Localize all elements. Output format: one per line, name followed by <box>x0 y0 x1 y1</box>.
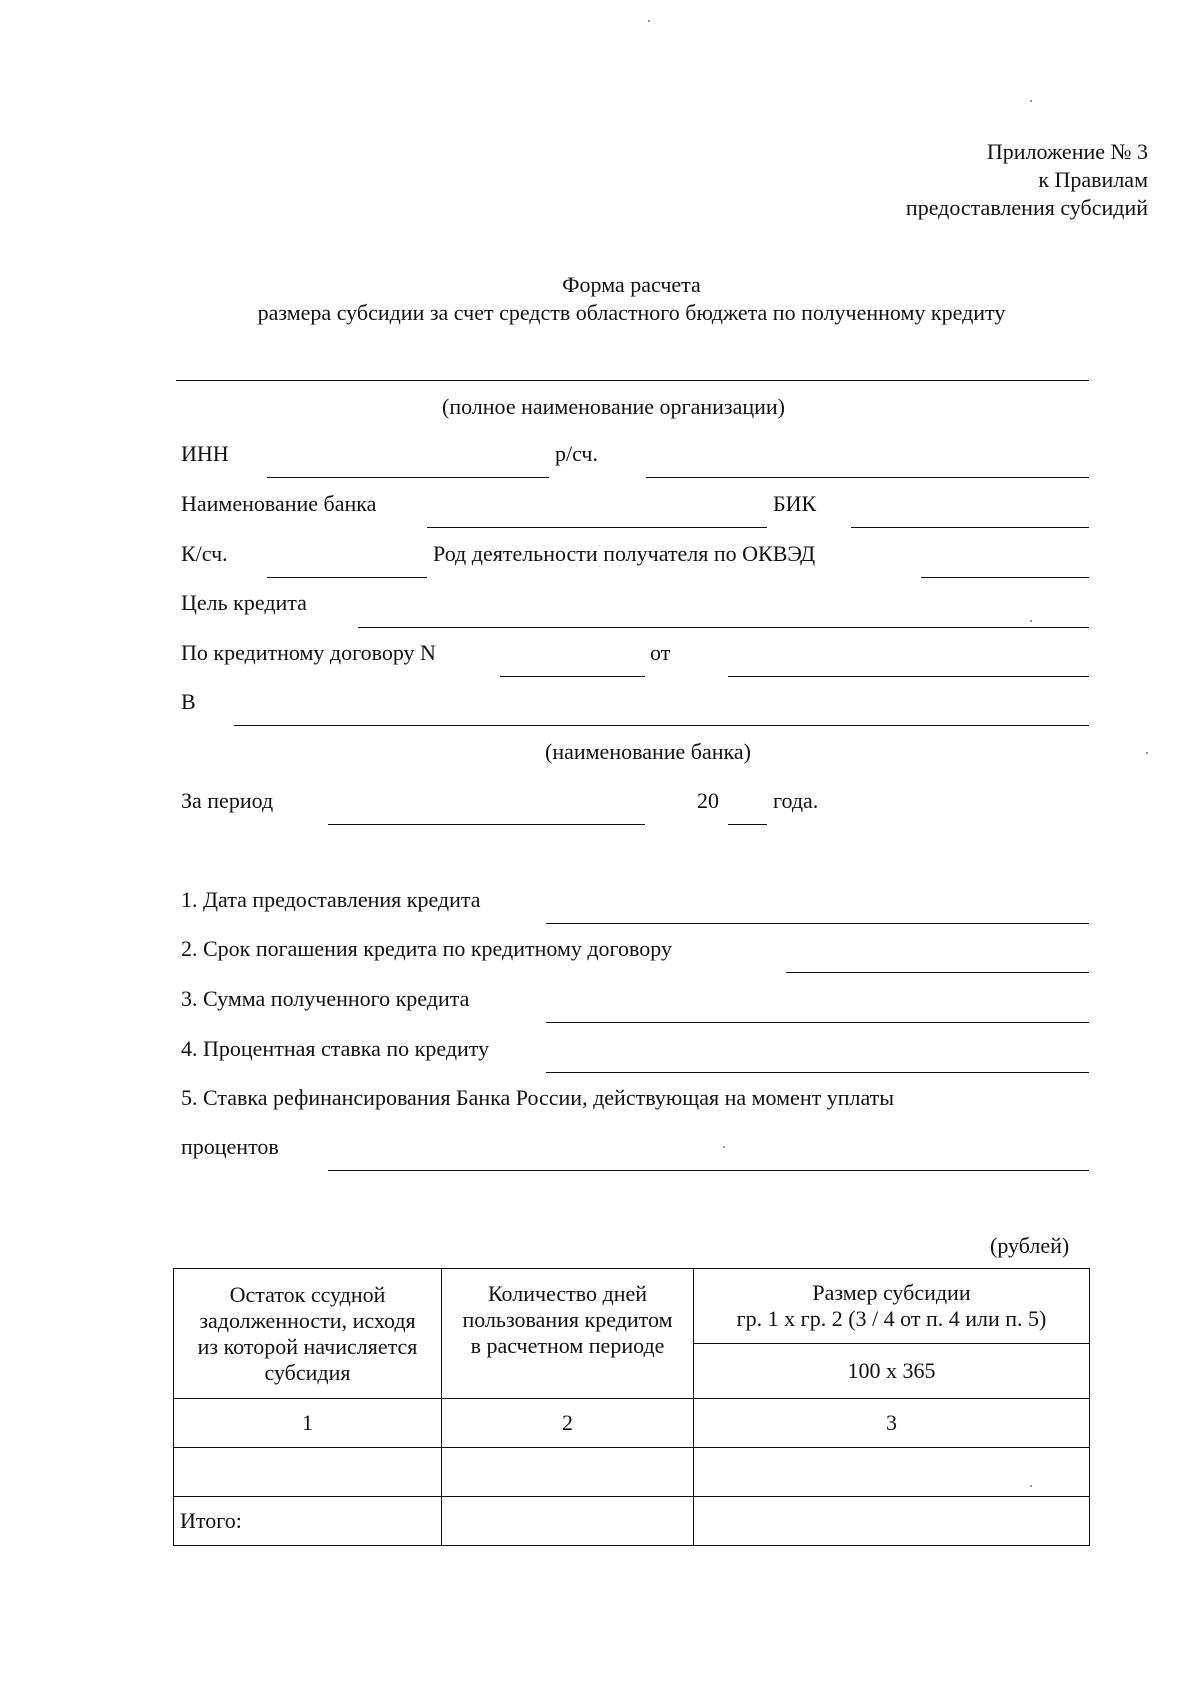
col-number-2: 2 <box>442 1399 694 1448</box>
item-4-label: 4. Процентная ставка по кредиту <box>181 1036 490 1061</box>
data-cell-1[interactable] <box>174 1448 442 1497</box>
period-field[interactable] <box>328 824 645 825</box>
col2-header: Количество дней пользования кредитом в расчетном периоде <box>442 1269 694 1399</box>
year-field[interactable] <box>728 824 767 825</box>
inn-label: ИНН <box>181 441 229 466</box>
okved-field[interactable] <box>921 577 1089 578</box>
item-2-field[interactable] <box>786 972 1089 973</box>
org-name-field[interactable] <box>176 380 1089 381</box>
col-number-1: 1 <box>174 1399 442 1448</box>
period-label: За период <box>181 788 274 813</box>
bank-name-label: Наименование банка <box>181 491 377 516</box>
contract-label: По кредитному договору N <box>181 640 436 665</box>
rsch-label: р/сч. <box>555 441 599 466</box>
scan-speck <box>1030 100 1032 102</box>
bik-label: БИК <box>773 491 817 516</box>
form-subtitle: размера субсидии за счет средств областного бюджета по полученному кредиту <box>257 300 1006 325</box>
col3-denominator: 100 х 365 <box>694 1344 1090 1399</box>
scan-speck <box>648 20 650 22</box>
item-5-field[interactable] <box>328 1170 1089 1171</box>
in-label: В <box>181 689 196 714</box>
bik-field[interactable] <box>851 527 1089 528</box>
ksch-field[interactable] <box>267 577 427 578</box>
bank-caption: (наименование банка) <box>545 739 751 764</box>
bank-name-field[interactable] <box>427 527 767 528</box>
contract-date-field[interactable] <box>728 676 1089 677</box>
col1-header: Остаток ссудной задолженности, исходя из которой начисляется субсидия <box>174 1269 442 1399</box>
scan-speck <box>1146 752 1148 754</box>
contract-number-field[interactable] <box>500 676 645 677</box>
year-suffix: года. <box>773 788 819 813</box>
appendix-subsidies: предоставления субсидий <box>905 195 1148 220</box>
item-5-continuation: процентов <box>181 1134 279 1159</box>
item-3-label: 3. Сумма полученного кредита <box>181 986 470 1011</box>
data-cell-2[interactable] <box>442 1448 694 1497</box>
purpose-label: Цель кредита <box>181 590 307 615</box>
appendix-rules: к Правилам <box>1038 167 1148 192</box>
rsch-field[interactable] <box>646 477 1089 478</box>
scan-speck <box>1030 1485 1032 1487</box>
purpose-field[interactable] <box>358 627 1089 628</box>
item-1-label: 1. Дата предоставления кредита <box>181 887 481 912</box>
okved-label: Род деятельности получателя по ОКВЭД <box>433 541 816 566</box>
total-label: Итого: <box>174 1497 442 1546</box>
item-2-label: 2. Срок погашения кредита по кредитному договору <box>181 936 672 961</box>
appendix-header <box>906 138 1148 222</box>
units-label: (рублей) <box>990 1233 1070 1258</box>
item-4-field[interactable] <box>546 1072 1089 1073</box>
form-title: Форма расчета <box>562 272 701 297</box>
col3-header: Размер субсидии гр. 1 х гр. 2 (3 / 4 от п. 4 или п. 5) <box>694 1269 1090 1344</box>
appendix-number: Приложение № 3 <box>986 139 1148 164</box>
year-prefix: 20 <box>697 788 719 813</box>
data-cell-3[interactable] <box>694 1448 1090 1497</box>
scan-speck <box>1030 620 1032 622</box>
item-3-field[interactable] <box>546 1022 1089 1023</box>
item-5-label: 5. Ставка рефинансирования Банка России, действующая на момент уплаты <box>181 1085 895 1110</box>
total-cell-2[interactable] <box>442 1497 694 1546</box>
subsidy-calc-table <box>173 1268 1090 1546</box>
scan-speck <box>723 1146 725 1148</box>
from-label: от <box>650 640 671 665</box>
col-number-3: 3 <box>694 1399 1090 1448</box>
ksch-label: К/сч. <box>181 541 228 566</box>
total-cell-3[interactable] <box>694 1497 1090 1546</box>
org-name-caption: (полное наименование организации) <box>442 394 785 419</box>
item-1-field[interactable] <box>546 923 1089 924</box>
bank-field[interactable] <box>234 725 1089 726</box>
inn-field[interactable] <box>267 477 549 478</box>
